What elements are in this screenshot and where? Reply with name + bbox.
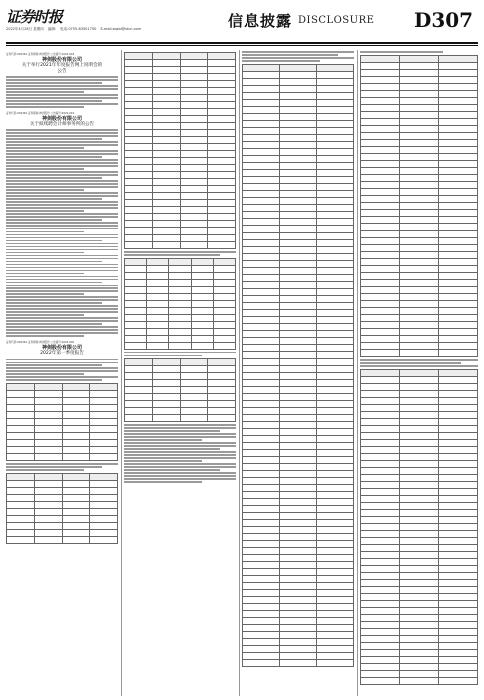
notice-title-line: 2022年第一季度报告 <box>40 350 84 356</box>
notice-3 <box>6 340 118 544</box>
shareholder-table <box>124 52 236 249</box>
notice-1 <box>6 52 118 108</box>
column-4 <box>360 50 478 696</box>
column-divider <box>357 50 358 696</box>
notice-code-line: 证券代码:002361 证券简称:神剑股份 公告编号:2022-019 <box>6 111 75 115</box>
notice-title <box>6 351 118 357</box>
section-title-en: DISCLOSURE <box>298 15 375 26</box>
notice-2 <box>6 111 118 337</box>
editor-label: 编辑: <box>47 27 57 31</box>
financial-table <box>6 473 118 544</box>
financial-table <box>6 383 118 461</box>
notice-code-line: 证券代码:002361 证券简称:神剑股份 公告编号:2022-020 <box>6 340 75 344</box>
section-title-cn: 信息披露 <box>228 12 293 30</box>
notice-company: 神剑股份有限公司 <box>41 344 82 351</box>
notice-body-text <box>6 359 118 382</box>
column-divider <box>239 50 240 696</box>
notice-title-line: 公告 <box>57 68 67 74</box>
masthead <box>0 0 484 50</box>
notice-body-text <box>6 129 118 337</box>
notice-title-line: 关于举行2021年年度报告网上说明会的 <box>21 63 103 68</box>
page-body <box>6 50 478 696</box>
column-divider <box>121 50 122 696</box>
masthead-rule-thin <box>6 45 478 46</box>
notice-company: 神剑股份有限公司 <box>41 115 82 122</box>
cash-flow-table <box>360 369 478 685</box>
balance-sheet-table <box>242 64 354 667</box>
data-table <box>124 258 236 350</box>
page-number: D307 <box>414 8 474 32</box>
column-1 <box>6 50 118 696</box>
notice-title <box>6 63 118 74</box>
column-3 <box>242 50 354 696</box>
notice-code-line: 证券代码:002361 证券简称:神剑股份 公告编号:2022-018 <box>6 53 75 56</box>
notice-company: 神剑股份有限公司 <box>41 57 82 63</box>
masthead-meta <box>6 27 144 32</box>
income-statement-table <box>360 55 478 357</box>
notice-title <box>6 122 118 128</box>
data-table <box>124 358 236 422</box>
notice-body-text <box>6 76 118 108</box>
issue-date: 2022年4月28日 星期四 <box>6 27 44 31</box>
email: E-mail:zqsbl@stcn.com <box>100 27 142 31</box>
newspaper-logo: 证券时报 <box>6 8 63 26</box>
masthead-rule-thick <box>6 42 478 44</box>
notice-title-line: 关于拟续聘会计师事务所的公告 <box>29 121 95 127</box>
phone: 电话:0755-83501750 <box>60 27 97 31</box>
column-2 <box>124 50 236 696</box>
